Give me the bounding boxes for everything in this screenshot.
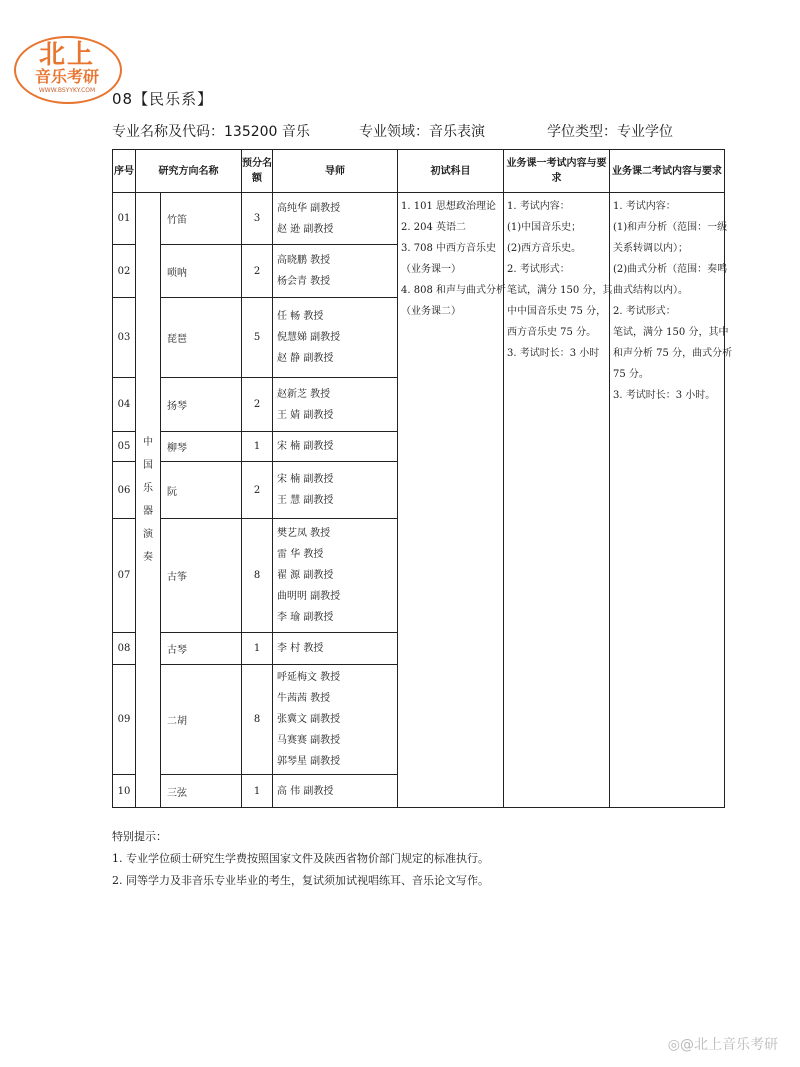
tutor-name: 倪慧娣 副教授: [277, 332, 341, 343]
row-number: 08: [113, 633, 136, 665]
direction-name: 竹笛: [161, 193, 242, 245]
tutor-name: 宋 楠 副教授: [277, 474, 334, 485]
quota-value: 5: [242, 298, 273, 378]
degree-type: 学位类型：专业学位: [547, 124, 673, 140]
tutor-name: 翟 源 副教授: [277, 570, 334, 581]
tutor-list: [273, 378, 398, 432]
tutor-name: 宋 楠 副教授: [277, 441, 334, 452]
course2-content-line: 和声分析 75 分，曲式分析: [613, 348, 733, 359]
tutor-list: [273, 432, 398, 462]
course2-content: [610, 193, 733, 808]
course2-content-line: 3. 考试时长：3 小时。: [613, 390, 716, 401]
course2-content-line: 关系转调以内）；: [613, 243, 688, 254]
major-field: 专业领域：音乐表演: [359, 124, 485, 140]
logo-url: WWW.BSYYKY.COM: [38, 87, 96, 94]
tutor-name: 李 瑜 副教授: [277, 612, 334, 623]
direction-name: 柳琴: [161, 432, 242, 462]
row-number: 10: [113, 775, 136, 808]
tutor-list: [273, 193, 398, 245]
note-2: 2. 同等学力及非音乐专业毕业的考生，复试须加试视唱练耳、音乐论文写作。: [112, 874, 489, 887]
tutor-name: 高晓鹏 教授: [277, 255, 331, 266]
table-row: [113, 193, 725, 245]
header-no: 序号: [113, 150, 136, 193]
direction-name: 阮: [161, 462, 242, 519]
course1-content: [504, 193, 613, 808]
quota-value: 8: [242, 665, 273, 775]
exam-subjects-line: （业务课一）: [401, 264, 461, 275]
direction-name: 三弦: [161, 775, 242, 808]
course2-content-line: 2. 考试形式：: [613, 306, 676, 317]
course2-content-line: 75 分。: [613, 369, 649, 380]
direction-name: 琵琶: [161, 298, 242, 378]
direction-name: 扬琴: [161, 378, 242, 432]
tutor-list: [273, 775, 398, 808]
tutor-name: 赵新芝 教授: [277, 388, 331, 400]
logo: [14, 36, 120, 102]
tutor-name: 任 畅 教授: [277, 311, 324, 322]
course1-content-line: 1. 考试内容：: [507, 201, 570, 212]
note-1: 1. 专业学位硕士研究生学费按照国家文件及陕西省物价部门规定的标准执行。: [112, 852, 489, 865]
header-quota: 预分名额: [242, 150, 273, 193]
watermark: ◎@北上音乐考研: [667, 1037, 778, 1053]
tutor-name: 杨会青 教授: [277, 276, 331, 287]
dept-title: 08【民乐系】: [112, 90, 214, 108]
tutor-name: 呼延梅文 教授: [277, 672, 341, 683]
course2-content-line: 笔试，满分 150 分，其中: [613, 327, 729, 338]
notes: [112, 826, 489, 892]
tutor-name: 高纯华 副教授: [277, 202, 341, 214]
header-course2: 业务课二考试内容与要求: [610, 150, 725, 193]
header-exam: 初试科目: [398, 150, 504, 193]
quota-value: 3: [242, 193, 273, 245]
exam-subjects-line: 2. 204 英语二: [401, 222, 466, 233]
quota-value: 2: [242, 245, 273, 298]
tutor-name: 牛茜茜 教授: [277, 693, 331, 704]
tutor-name: 王 婧 副教授: [277, 409, 334, 421]
tutor-name: 雷 华 教授: [277, 549, 324, 560]
tutor-list: [273, 245, 398, 298]
course1-content-line: 中中国音乐史 75 分，: [507, 306, 607, 317]
tutor-name: 曲明明 副教授: [277, 591, 341, 602]
exam-subjects: [398, 193, 504, 808]
direction-name: 古筝: [161, 519, 242, 633]
exam-subjects-line: （业务课二）: [401, 306, 461, 317]
quota-value: 2: [242, 378, 273, 432]
course1-content-line: 3. 考试时长：3 小时: [507, 348, 600, 359]
tutor-name: 赵 逊 副教授: [277, 223, 334, 235]
tutor-list: [273, 298, 398, 378]
course1-content-line: 西方音乐史 75 分。: [507, 327, 597, 338]
quota-value: 8: [242, 519, 273, 633]
row-number: 05: [113, 432, 136, 462]
header-tutor: 导师: [273, 150, 398, 193]
tutor-list: [273, 665, 398, 775]
course2-content-line: (1)和声分析（范围：一级: [613, 222, 728, 233]
direction-name: 唢呐: [161, 245, 242, 298]
row-number: 06: [113, 462, 136, 519]
header-direction: 研究方向名称: [136, 150, 242, 193]
tutor-list: [273, 633, 398, 665]
course2-content-line: 曲式结构以内）。: [613, 285, 688, 296]
quota-value: 2: [242, 462, 273, 519]
tutor-name: 郭琴星 副教授: [277, 756, 341, 767]
row-number: 01: [113, 193, 136, 245]
direction-group: 中 国 乐 器 演 奏: [136, 193, 161, 808]
major-name: 专业名称及代码：135200 音乐: [112, 124, 310, 140]
course2-content-line: 1. 考试内容：: [613, 201, 676, 212]
exam-subjects-line: 3. 708 中西方音乐史: [401, 243, 496, 254]
exam-subjects-line: 4. 808 和声与曲式分析: [401, 285, 506, 296]
exam-subjects-line: 1. 101 思想政治理论: [401, 201, 496, 212]
tutor-list: [273, 519, 398, 633]
quota-value: 1: [242, 633, 273, 665]
course2-content-line: (2)曲式分析（范围：奏鸣: [613, 264, 728, 275]
tutor-name: 高 伟 副教授: [277, 785, 334, 797]
row-number: 03: [113, 298, 136, 378]
quota-value: 1: [242, 775, 273, 808]
course1-content-line: 2. 考试形式：: [507, 264, 570, 275]
quota-value: 1: [242, 432, 273, 462]
tutor-name: 马赛赛 副教授: [277, 735, 341, 746]
tutor-name: 樊艺凤 教授: [277, 528, 331, 539]
tutor-name: 赵 静 副教授: [277, 353, 334, 364]
tutor-name: 王 慧 副教授: [277, 495, 334, 506]
program-table: [112, 149, 733, 808]
course1-content-line: (1)中国音乐史；: [507, 222, 582, 233]
course1-content-line: 笔试，满分 150 分，其: [507, 285, 613, 296]
tutor-name: 李 村 教授: [277, 643, 324, 654]
tutor-name: 张冀文 副教授: [277, 714, 341, 725]
course1-content-line: (2)西方音乐史。: [507, 243, 582, 254]
notes-title: 特别提示：: [112, 830, 167, 843]
tutor-list: [273, 462, 398, 519]
logo-line2: 音乐考研: [34, 67, 99, 86]
row-number: 07: [113, 519, 136, 633]
direction-name: 古琴: [161, 633, 242, 665]
header-course1: 业务课一考试内容与要求: [504, 150, 610, 193]
logo-line1: 北上: [38, 40, 95, 70]
direction-name: 二胡: [161, 665, 242, 775]
row-number: 04: [113, 378, 136, 432]
row-number: 09: [113, 665, 136, 775]
row-number: 02: [113, 245, 136, 298]
